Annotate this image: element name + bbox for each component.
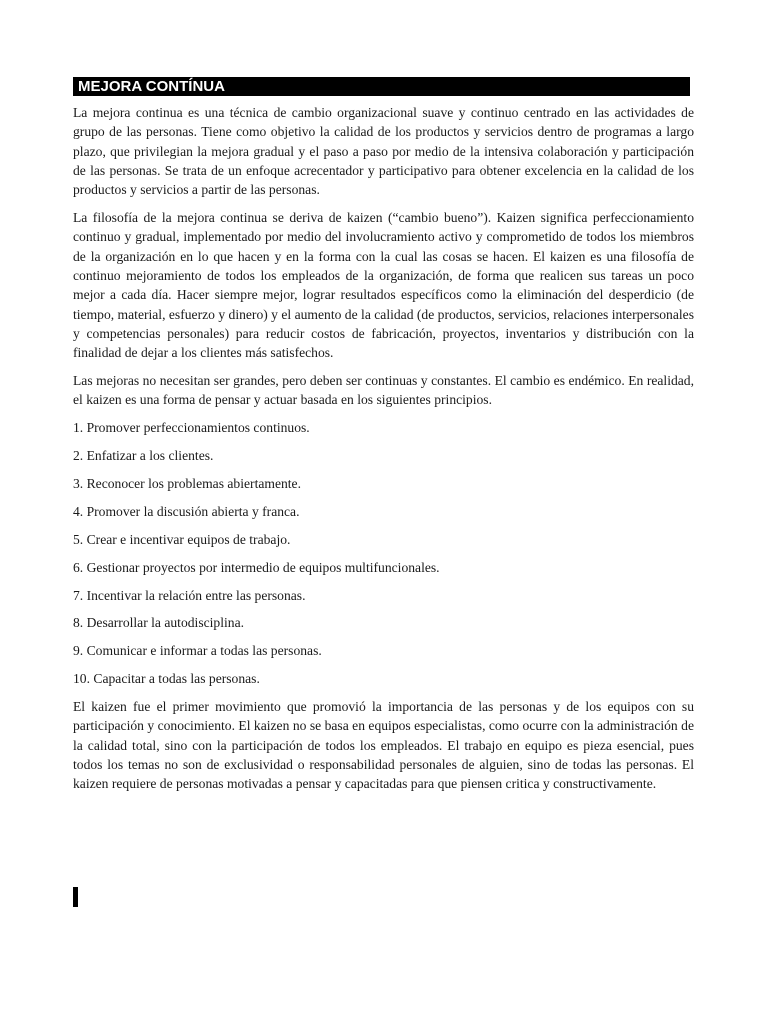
principle-item-8: 8. Desarrollar la autodisciplina.	[73, 615, 244, 631]
principle-item-7: 7. Incentivar la relación entre las personas.	[73, 587, 306, 603]
principle-item-5: 5. Crear e incentivar equipos de trabajo.	[73, 531, 291, 547]
principle-item-4: 4. Promover la discusión abierta y franca.	[73, 503, 300, 519]
principle-item-3: 3. Reconocer los problemas abiertamente.	[73, 476, 301, 492]
principle-item-9: 9. Comunicar e informar a todas las personas.	[73, 643, 322, 659]
principle-item-6: 6. Gestionar proyectos por intermedio de equipos multifuncionales.	[73, 559, 440, 575]
principle-item-1: 1. Promover perfeccionamientos continuos.	[73, 420, 310, 436]
text-cursor-marker	[73, 887, 78, 907]
paragraph-principles-intro: Las mejoras no necesitan ser grandes, pero deben ser continuas y constantes. El cambio es endémico. En realidad, el kaizen es una forma de pensar y actuar basada en los siguientes principios.	[73, 373, 694, 408]
section-title: MEJORA CONTÍNUA	[73, 77, 690, 96]
principle-item-10: 10. Capacitar a todas las personas.	[73, 671, 260, 687]
paragraph-kaizen-philosophy: La filosofía de la mejora continua se deriva de kaizen (“cambio bueno”). Kaizen significa perfeccionamiento continuo y gradual, implementado por medio del involucramiento activo y comprometido de todos los miembros de la organización en lo que hacen y en la forma con la cual las cosas se hacen. El kaizen es una filosofía de continuo mejoramiento de todos los empleados de la organización, de forma que realicen sus tareas un poco mejor a cada día. Hacer siempre mejor, lograr resultados específicos como la eliminación del desperdicio (de tiempo, material, esfuerzo y dinero) y el aumento de la calidad (de productos, servicios, relaciones interpersonales y competencias personales) para reducir costos de fabricación, proyectos, inventarios y distribución con la finalidad de dejar a los clientes más satisfechos.	[73, 210, 694, 361]
paragraph-intro: La mejora continua es una técnica de cambio organizacional suave y continuo centrado en las actividades de grupo de las personas. Tiene como objetivo la calidad de los productos y servicios dentro de programas a largo plazo, que privilegian la mejora gradual y el paso a paso por medio de la intensiva colaboración y participación de las personas. Se trata de un enfoque acrecentador y participativo para obtener excelencia en la calidad de los productos y servicios a partir de las personas.	[73, 105, 694, 198]
principles-list	[73, 418, 694, 688]
paragraph-closing: El kaizen fue el primer movimiento que promovió la importancia de las personas y de los equipos con su participación y conocimiento. El kaizen no se basa en equipos especialistas, como ocurre con la administración de la calidad total, sino con la participación de todos los empleados. El trabajo en equipo es pieza esencial, pues todos los temas no son de exclusividad o responsabilidad personales de alguien, sino de todas las personas. El kaizen requiere de personas motivadas a pensar y capacitadas para que piensen critica y constructivamente.	[73, 699, 694, 792]
principle-item-2: 2. Enfatizar a los clientes.	[73, 448, 214, 464]
document-page	[73, 77, 694, 802]
